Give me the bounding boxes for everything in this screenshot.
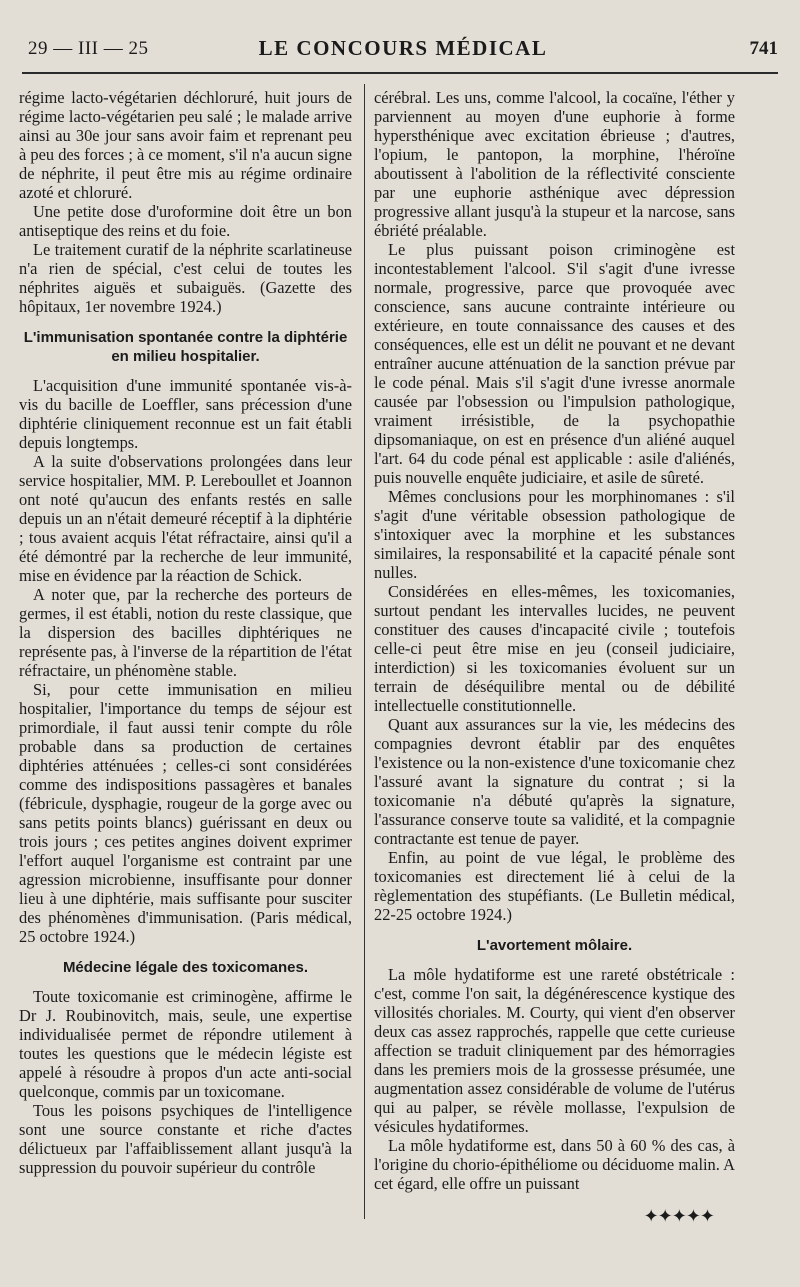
paragraph: La môle hydatiforme est une rareté obstétricale : c'est, comme l'on sait, la dégénérescence kystique des villosités choriales. M. Courty, qui vient d'en observer deux cas assez rapprochés, rappelle que cette curieuse affection se traduit cliniquement par des hémorragies dans les premiers mois de la grossesse présumée, une augmentation assez considérable de volume de l'utérus qui au palper, se révèle mollasse, l'expulsion de vésicules hydatiformes. [374,965,735,1136]
page-number: 741 [749,38,778,59]
section-heading-toxicomanes: Médecine légale des toxicomanes. [62,959,309,976]
paragraph: cérébral. Les uns, comme l'alcool, la cocaïne, l'éther y parviennent au moyen d'une euphorie à forme hypersthénique avec excitation ébrieuse ; d'autres, l'opium, le pantopon, la morphine, l'héroïne aboutissent à l'abolition de la réflectivité consciente par une euphorie asthénique avec dépression progressive allant jusqu'à la stupeur et la narcose, sans ébriété préalable. [374,88,735,240]
left-column [19,88,352,1177]
paragraph: Mêmes conclusions pour les morphinomanes : s'il s'agit d'une véritable obsession pathologique de s'intoxiquer avec la morphine et les substances similaires, la responsabilité et la capacité pénale sont nulles. [374,487,735,582]
paragraph: régime lacto-végétarien déchloruré, huit jours de régime lacto-végétarien peu salé ; le malade arrive ainsi au 30e jour sans avoir faim et reprenant peu à peu des forces ; à ce moment, s'il n'a aucun signe de néphrite, il peut être mis au régime ordinaire azoté et chloruré. [19,88,352,202]
page-header [28,34,778,66]
column-divider [364,84,365,1219]
continuation-ornament: ✦✦✦✦✦ [643,1206,714,1227]
paragraph: La môle hydatiforme est, dans 50 à 60 % des cas, à l'origine du chorio-épithéliome ou déciduome malin. A cet égard, elle offre un puissant [374,1136,735,1193]
paragraph: Considérées en elles-mêmes, les toxicomanies, surtout pendant les intervalles lucides, ne peuvent constituer des causes d'incapacité civile ; toutefois celle-ci peut être mise en jeu (conseil judiciaire, interdiction) si les toxicomanies évoluent sur un terrain de déséquilibre mental ou de débilité intellectuelle constitutionnelle. [374,582,735,715]
section-heading-avortement: L'avortement môlaire. [476,937,633,954]
paragraph: Le traitement curatif de la néphrite scarlatineuse n'a rien de spécial, c'est celui de toutes les néphrites aiguës et subaiguës. (Gazette des hôpitaux, 1er novembre 1924.) [19,240,352,316]
header-rule [22,72,778,74]
paragraph: Une petite dose d'uroformine doit être un bon antiseptique des reins et du foie. [19,202,352,240]
right-column [374,88,735,1193]
paragraph: L'acquisition d'une immunité spontanée vis-à-vis du bacille de Loeffler, sans précession d'une diphtérie cliniquement reconnue est un fait établi depuis longtemps. [19,376,352,452]
paragraph: Le plus puissant poison criminogène est incontestablement l'alcool. S'il s'agit d'une ivresse normale, progressive, parce que provoquée avec conscience, sans aucune contrainte intérieure ou extérieure, en toute connaissance des causes et des conséquences, elle est un délit ne pouvant et ne devant entraîner aucune atténuation de la sanction prévue par le code pénal. Mais s'il s'agit d'une ivresse anormale causée par l'obsession ou l'impulsion pathologique, vraiment irrésistible, de la psychopathie dipsomaniaque, on est en présence d'un aliéné auquel l'art. 64 du code pénal est applicable : asile d'aliénés, puis nouvelle enquête judiciaire, et asile de sûreté. [374,240,735,487]
paragraph: A noter que, par la recherche des porteurs de germes, il est établi, notion du reste classique, que la dispersion des bacilles diphtériques ne représente pas, à l'inverse de la répartition de l'état réfractaire, un phénomène stable. [19,585,352,680]
journal-title: LE CONCOURS MÉDICAL [258,36,548,60]
paragraph: Quant aux assurances sur la vie, les médecins des compagnies devront établir par des enquêtes l'existence ou la non-existence d'une toxicomanie chez l'assuré avant la signature du contrat ; si la toxicomanie n'a débuté qu'après la signature, l'assurance conserve toute sa validité, et la compagnie contractante est tenue de payer. [374,715,735,848]
paragraph: Si, pour cette immunisation en milieu hospitalier, l'importance du temps de séjour est primordiale, il faut aussi tenir compte du rôle probable dans sa production de certaines diphtéries atténuées ; celles-ci sont considérées comme des indispositions passagères et banales (fébricule, dysphagie, rougeur de la gorge avec ou sans petits points blancs) guérissant en deux ou trois jours ; ces petites angines doivent exprimer l'effort auquel l'organisme est contraint par une agression microbienne, insuffisante pour donner lieu à une diphtérie, mais suffisante pour susciter des phénomènes d'immunisation. (Paris médical, 25 octobre 1924.) [19,680,352,946]
section-heading-diphtheria: L'immunisation spontanée contre la diphtérie en milieu hospitalier. [23,329,348,365]
paragraph: Tous les poisons psychiques de l'intelligence sont une source constante et riche d'actes délictueux par l'affaiblissement allant jusqu'à la suppression du pouvoir supérieur du contrôle [19,1101,352,1177]
issue-date: 29 — III — 25 [28,38,149,59]
paragraph: Enfin, au point de vue légal, le problème des toxicomanies est directement lié à celui de la règlementation des stupéfiants. (Le Bulletin médical, 22-25 octobre 1924.) [374,848,735,924]
paragraph: Toute toxicomanie est criminogène, affirme le Dr J. Roubinovitch, mais, seule, une expertise individualisée permet de répondre utilement à toutes les questions que le médecin légiste est appelé à résoudre à propos d'un acte anti-social quelconque, commis par un toxicomane. [19,987,352,1101]
paragraph: A la suite d'observations prolongées dans leur service hospitalier, MM. P. Lereboullet et Joannon ont noté qu'aucun des enfants restés en salle depuis un an n'était demeuré réceptif à la diphtérie ; tous avaient acquis l'état réfractaire, ainsi qu'il a été démontré par la recherche de leur immunité, mise en évidence par la réaction de Schick. [19,452,352,585]
